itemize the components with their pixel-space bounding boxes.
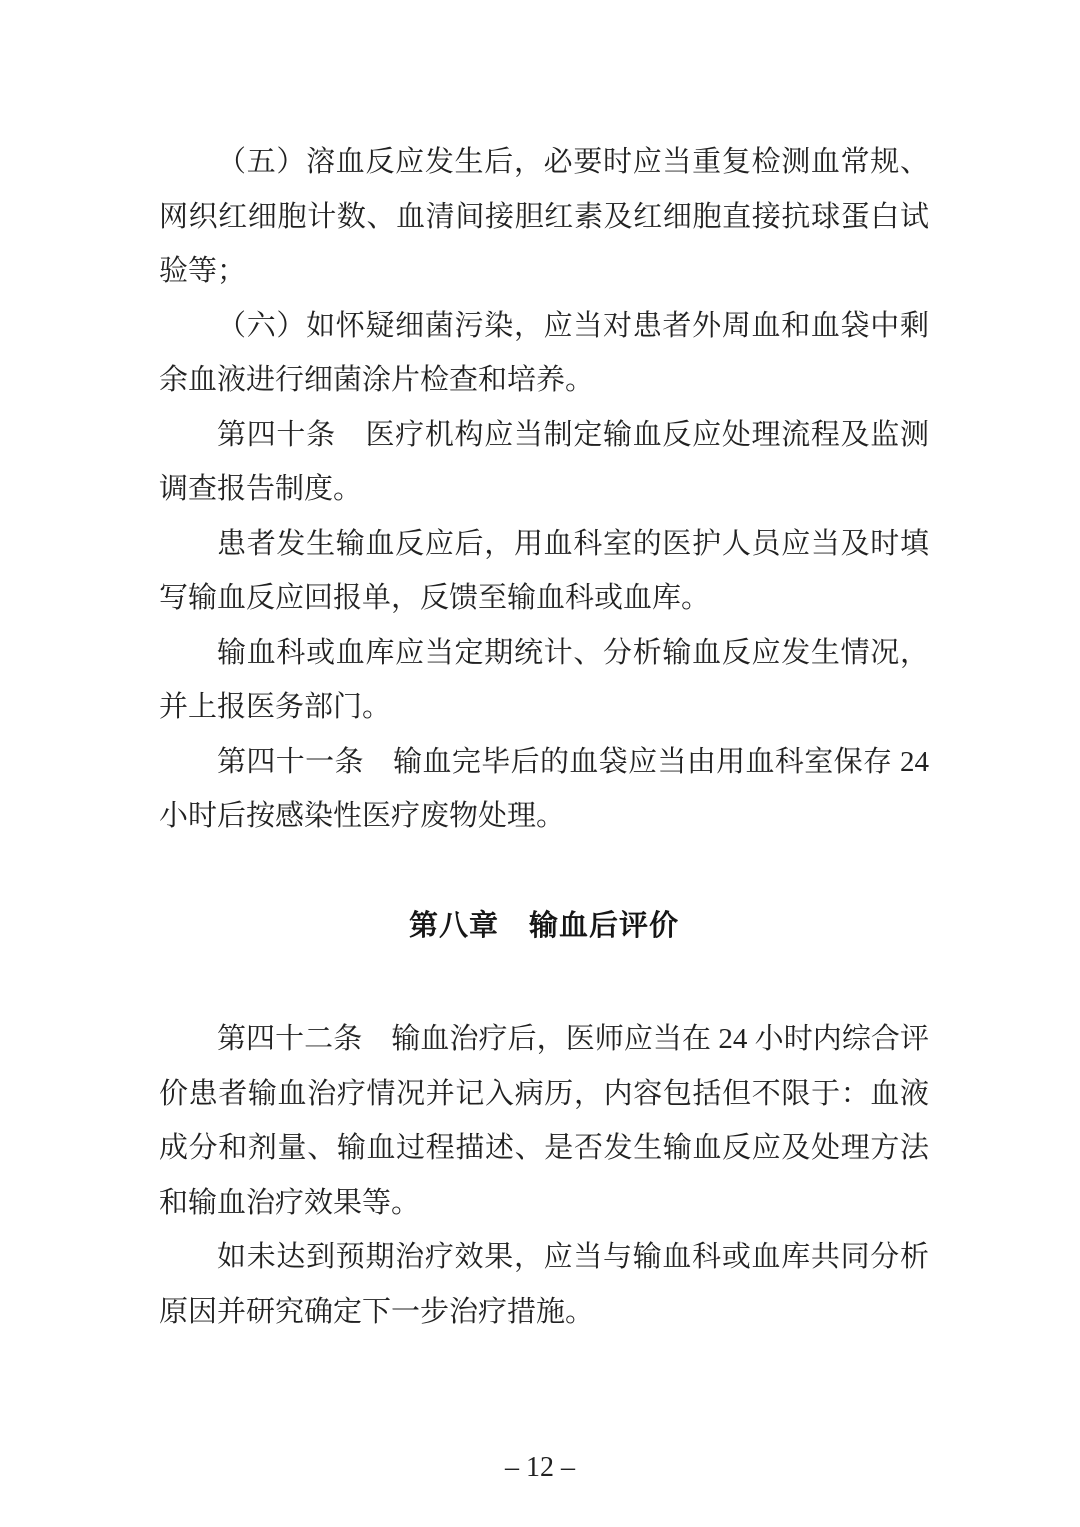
paragraph-item-5: （五）溶血反应发生后，必要时应当重复检测血常规、网织红细胞计数、血清间接胆红素及红细胞直接抗球蛋白试验等； [159, 146, 929, 287]
paragraph-article-40: 第四十条 医疗机构应当制定输血反应处理流程及监测调查报告制度。 [159, 418, 929, 505]
document-body [159, 135, 929, 1339]
paragraph-item-6: （六）如怀疑细菌污染，应当对患者外周血和血袋中剩余血液进行细菌涂片检查和培养。 [159, 309, 929, 396]
page-number: – 12 – [505, 1452, 575, 1483]
chapter-heading: 第八章 输血后评价 [408, 909, 679, 942]
paragraph-article-41: 第四十一条 输血完毕后的血袋应当由用血科室保存 24 小时后按感染性医疗废物处理。 [159, 745, 929, 832]
paragraph-article-40-sub1: 患者发生输血反应后，用血科室的医护人员应当及时填写输血反应回报单，反馈至输血科或血库。 [159, 527, 929, 614]
paragraph-article-42: 第四十二条 输血治疗后，医师应当在 24 小时内综合评价患者输血治疗情况并记入病历，内容包括但不限于：血液成分和剂量、输血过程描述、是否发生输血反应及处理方法和输血治疗效果等。 [159, 1023, 929, 1219]
paragraph-article-40-sub2: 输血科或血库应当定期统计、分析输血反应发生情况，并上报医务部门。 [159, 636, 929, 723]
paragraph-article-42-sub1: 如未达到预期治疗效果，应当与输血科或血库共同分析原因并研究确定下一步治疗措施。 [159, 1241, 929, 1328]
